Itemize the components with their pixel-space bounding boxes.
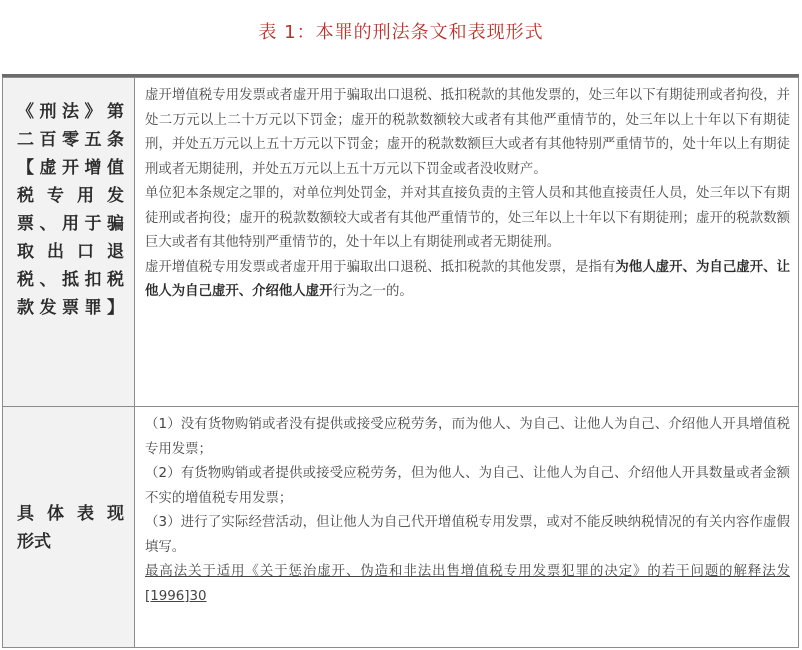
definition-bold-behaviors: 为他人虚开、为自己虚开、让他人为自己虚开、介绍他人虚开 — [145, 259, 791, 299]
article-heading-cell — [3, 78, 135, 407]
article-text-cell — [135, 78, 799, 407]
article-heading-line: 《刑法》第 — [17, 102, 124, 122]
forms-text-cell — [135, 407, 799, 648]
form-item-2: （2）有货物购销或者提供或接受应税劳务，但为他人、为自己、让他人为自己、介绍他人开具数量或者金额不实的增值税专用发票； — [145, 466, 790, 506]
article-paragraph-1: 虚开增值税专用发票或者虚开用于骗取出口退税、抵扣税款的其他发票的，处三年以下有期徒刑或者拘役，并处二万元以上二十万元以下罚金；虚开的税款数额较大或者有其他严重情节的，处三年以上十年以下有期徒刑，并处五万元以上五十万元以下罚金；虚开的税款数额巨大或者有其他特别严重情节的，处十年以上有期徒刑或者无期徒刑，并处五万元以上五十万元以下罚金或者没收财产。 — [145, 88, 790, 177]
article-heading-line: 取出口退 — [17, 242, 124, 262]
source-citation: 最高法关于适用《关于惩治虚开、伪造和非法出售增值税专用发票犯罪的决定》的若干问题的解释法发[1996]30 — [145, 564, 790, 604]
article-paragraph-3 — [145, 256, 790, 305]
table-title: 表 1：本罪的刑法条文和表现形式 — [258, 22, 544, 43]
table-row-article — [3, 78, 799, 407]
form-item-1: （1）没有货物购销或者没有提供或接受应税劳务，而为他人、为自己、让他人为自己、介绍他人开具增值税专用发票； — [145, 417, 790, 457]
form-item-3: （3）进行了实际经营活动，但让他人为自己代开增值税专用发票，或对不能反映纳税情况的有关内容作虚假填写。 — [145, 515, 790, 555]
article-heading-line: 税专用发 — [17, 186, 124, 206]
article-heading-line: 税、抵扣税 — [17, 270, 124, 290]
article-heading-line: 票、用于骗 — [17, 214, 124, 234]
forms-heading-line: 具体表现 — [17, 504, 124, 524]
article-heading-line: 【虚开增值 — [17, 158, 124, 178]
table-row-forms — [3, 407, 799, 648]
law-table — [2, 77, 799, 648]
article-paragraph-2: 单位犯本条规定之罪的，对单位判处罚金，并对其直接负责的主管人员和其他直接责任人员，处三年以下有期徒刑或者拘役；虚开的税款数额较大或者有其他严重情节的，处三年以上十年以下有期徒刑；虚开的税款数额巨大或者有其他特别严重情节的，处十年以上有期徒刑或者无期徒刑。 — [145, 186, 790, 250]
article-heading-line: 二百零五条 — [17, 130, 124, 150]
forms-heading-cell — [3, 407, 135, 648]
definition-prefix: 虚开增值税专用发票或者虚开用于骗取出口退税、抵扣税款的其他发票，是指有 — [145, 259, 616, 275]
definition-suffix: 行为之一的。 — [332, 284, 413, 299]
article-heading-line: 款发票罪】 — [17, 298, 124, 318]
forms-heading-line: 形式 — [17, 532, 51, 552]
